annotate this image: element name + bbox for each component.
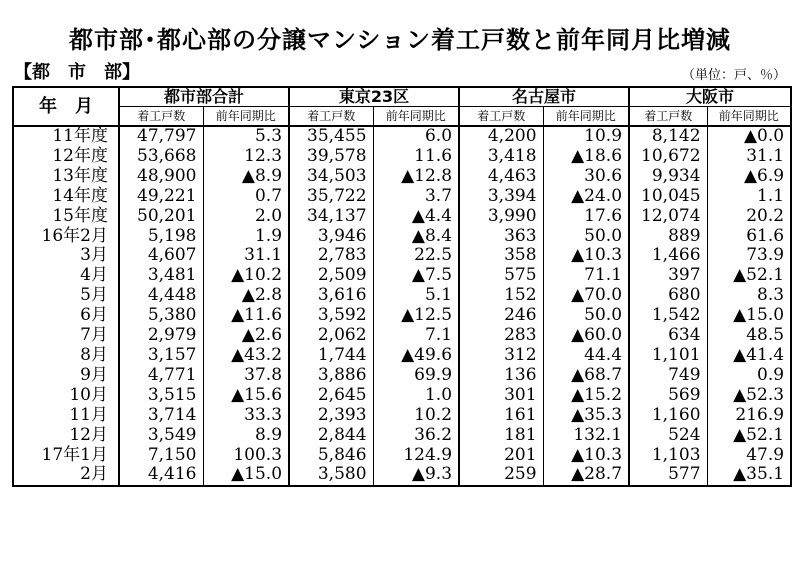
cell-yoy-osaka: ▲0.0	[707, 126, 791, 147]
cell-starts-osaka: 8,142	[629, 126, 707, 147]
row-label: 11年度	[13, 126, 119, 147]
cell-starts-osaka: 1,542	[629, 306, 707, 326]
cell-yoy-osaka: ▲52.1	[707, 266, 791, 286]
cell-yoy-total: ▲2.6	[203, 326, 289, 346]
cell-starts-nagoya: 181	[459, 426, 543, 446]
table-row	[13, 306, 791, 326]
table-row	[13, 346, 791, 366]
table-row	[13, 227, 791, 247]
cell-yoy-osaka: 0.9	[707, 366, 791, 386]
cell-yoy-nagoya: ▲35.3	[543, 406, 629, 426]
cell-starts-nagoya: 201	[459, 446, 543, 466]
cell-yoy-total: 12.3	[203, 147, 289, 167]
cell-yoy-nagoya: 50.0	[543, 227, 629, 247]
section-label: 【都 市 部】	[14, 62, 140, 83]
cell-starts-total: 4,607	[147, 245, 197, 266]
cell-starts-osaka: 524	[629, 426, 707, 446]
cell-yoy-total: 1.9	[203, 227, 289, 247]
cell-yoy-osaka: 73.9	[707, 246, 791, 266]
cell-starts-osaka: 1,101	[629, 346, 707, 366]
table-row	[13, 465, 791, 486]
cell-yoy-tokyo: 10.2	[373, 406, 459, 426]
sub-header-starts: 着工戸数	[459, 107, 543, 127]
cell-yoy-nagoya: 10.9	[543, 126, 629, 147]
sub-header-yoy: 前年同期比	[543, 107, 629, 127]
cell-yoy-nagoya: 17.6	[543, 207, 629, 227]
cell-starts-nagoya: 4,463	[459, 167, 543, 187]
cell-starts-total: 2,979	[147, 325, 197, 346]
cell-yoy-total: ▲15.0	[203, 465, 289, 486]
table-row	[13, 366, 791, 386]
table-row	[13, 266, 791, 286]
cell-starts-tokyo: 2,645	[289, 386, 373, 406]
row-label: 14年度	[13, 187, 119, 207]
cell-starts-tokyo: 34,503	[289, 167, 373, 187]
cell-yoy-total: 37.8	[203, 366, 289, 386]
table-row	[13, 167, 791, 187]
row-label: 6月	[13, 306, 119, 326]
cell-yoy-tokyo: ▲7.5	[373, 266, 459, 286]
cell-starts-total: 3,515	[147, 384, 197, 405]
cell-starts-total: 4,416	[147, 464, 197, 485]
cell-starts-osaka: 749	[629, 366, 707, 386]
cell-starts-osaka: 1,103	[629, 446, 707, 466]
cell-starts-osaka: 1,160	[629, 406, 707, 426]
row-label: 3月	[13, 246, 119, 266]
cell-starts-total: 49,221	[137, 185, 197, 206]
cell-yoy-nagoya: 132.1	[543, 426, 629, 446]
cell-starts-tokyo: 3,946	[289, 227, 373, 247]
table-row	[13, 246, 791, 266]
table-row	[13, 426, 791, 446]
row-label: 7月	[13, 326, 119, 346]
cell-yoy-tokyo: 1.0	[373, 386, 459, 406]
cell-yoy-osaka: 1.1	[707, 187, 791, 207]
cell-starts-tokyo: 1,744	[289, 346, 373, 366]
cell-starts-nagoya: 161	[459, 406, 543, 426]
cell-starts-nagoya: 136	[459, 366, 543, 386]
cell-starts-total: 50,201	[137, 205, 197, 226]
cell-starts-total: 47,797	[137, 126, 197, 146]
cell-starts-osaka: 889	[629, 227, 707, 247]
cell-starts-tokyo: 35,722	[289, 187, 373, 207]
cell-starts-osaka: 10,672	[629, 147, 707, 167]
cell-starts-total: 3,481	[147, 265, 197, 286]
sub-header-starts: 着工戸数	[289, 107, 373, 127]
row-label: 12年度	[13, 147, 119, 167]
cell-yoy-total: 100.3	[203, 446, 289, 466]
cell-starts-total: 5,198	[147, 225, 197, 246]
cell-starts-total: 3,157	[147, 344, 197, 365]
cell-yoy-osaka: ▲6.9	[707, 167, 791, 187]
table-row	[13, 386, 791, 406]
row-label: 16年2月	[13, 227, 119, 247]
cell-starts-tokyo: 3,592	[289, 306, 373, 326]
cell-yoy-total: ▲15.6	[203, 386, 289, 406]
cell-yoy-osaka: ▲35.1	[707, 465, 791, 486]
cell-yoy-nagoya: ▲10.3	[543, 246, 629, 266]
cell-yoy-osaka: 20.2	[707, 207, 791, 227]
cell-yoy-osaka: 8.3	[707, 286, 791, 306]
cell-yoy-tokyo: 6.0	[373, 126, 459, 147]
cell-yoy-tokyo: ▲9.3	[373, 465, 459, 486]
table-row	[13, 286, 791, 306]
cell-starts-osaka: 10,045	[629, 187, 707, 207]
cell-starts-nagoya: 283	[459, 326, 543, 346]
row-label: 4月	[13, 266, 119, 286]
cell-yoy-nagoya: 30.6	[543, 167, 629, 187]
cell-yoy-nagoya: ▲10.3	[543, 446, 629, 466]
row-label: 5月	[13, 286, 119, 306]
cell-yoy-tokyo: 5.1	[373, 286, 459, 306]
cell-starts-tokyo: 2,062	[289, 326, 373, 346]
cell-starts-total: 48,900	[137, 165, 197, 186]
cell-starts-tokyo: 3,580	[289, 465, 373, 486]
cell-starts-nagoya: 3,418	[459, 147, 543, 167]
table-row	[13, 126, 791, 147]
cell-yoy-osaka: ▲52.1	[707, 426, 791, 446]
cell-yoy-nagoya: ▲60.0	[543, 326, 629, 346]
cell-yoy-osaka: ▲52.3	[707, 386, 791, 406]
cell-starts-tokyo: 2,844	[289, 426, 373, 446]
cell-yoy-tokyo: 22.5	[373, 246, 459, 266]
cell-starts-osaka: 577	[629, 465, 707, 486]
cell-yoy-total: 0.7	[203, 187, 289, 207]
cell-yoy-nagoya: 50.0	[543, 306, 629, 326]
sub-header-starts: 着工戸数	[629, 107, 707, 127]
group-header-tokyo: 東京23区	[289, 87, 459, 107]
cell-yoy-tokyo: ▲12.5	[373, 306, 459, 326]
table-row	[13, 147, 791, 167]
cell-starts-total: 7,150	[147, 444, 197, 465]
cell-yoy-tokyo: 7.1	[373, 326, 459, 346]
table-row	[13, 446, 791, 466]
row-label: 8月	[13, 346, 119, 366]
row-label-header: 年 月	[13, 87, 119, 126]
cell-starts-osaka: 397	[629, 266, 707, 286]
cell-starts-osaka: 12,074	[629, 207, 707, 227]
cell-starts-nagoya: 246	[459, 306, 543, 326]
cell-yoy-total: 8.9	[203, 426, 289, 446]
cell-starts-nagoya: 4,200	[459, 126, 543, 147]
table-row	[13, 207, 791, 227]
cell-starts-nagoya: 259	[459, 465, 543, 486]
cell-yoy-total: 31.1	[203, 246, 289, 266]
cell-yoy-osaka: 61.6	[707, 227, 791, 247]
cell-starts-nagoya: 301	[459, 386, 543, 406]
cell-starts-osaka: 9,934	[629, 167, 707, 187]
cell-starts-nagoya: 3,990	[459, 207, 543, 227]
cell-yoy-total: ▲10.2	[203, 266, 289, 286]
cell-yoy-tokyo: ▲4.4	[373, 207, 459, 227]
sub-header-yoy: 前年同期比	[707, 107, 791, 127]
cell-starts-tokyo: 35,455	[289, 126, 373, 147]
cell-starts-tokyo: 2,783	[289, 246, 373, 266]
cell-yoy-total: ▲2.8	[203, 286, 289, 306]
cell-starts-total: 5,380	[147, 305, 197, 326]
cell-yoy-tokyo: 11.6	[373, 147, 459, 167]
cell-starts-nagoya: 3,394	[459, 187, 543, 207]
row-label: 12月	[13, 426, 119, 446]
cell-yoy-osaka: 48.5	[707, 326, 791, 346]
sub-header-yoy: 前年同期比	[373, 107, 459, 127]
cell-starts-nagoya: 575	[459, 266, 543, 286]
group-header-nagoya: 名古屋市	[459, 87, 629, 107]
cell-starts-osaka: 634	[629, 326, 707, 346]
cell-starts-total: 4,771	[147, 364, 197, 385]
cell-yoy-tokyo: 124.9	[373, 446, 459, 466]
cell-yoy-tokyo: 3.7	[373, 187, 459, 207]
cell-yoy-total: ▲43.2	[203, 346, 289, 366]
cell-yoy-total: 5.3	[203, 126, 289, 147]
cell-starts-total: 3,714	[147, 404, 197, 425]
cell-starts-nagoya: 152	[459, 286, 543, 306]
unit-note: （単位：戸、％）	[681, 68, 786, 83]
table-row	[13, 326, 791, 346]
cell-starts-nagoya: 358	[459, 246, 543, 266]
cell-yoy-total: ▲8.9	[203, 167, 289, 187]
cell-yoy-tokyo: 36.2	[373, 426, 459, 446]
cell-starts-nagoya: 312	[459, 346, 543, 366]
cell-starts-osaka: 1,466	[629, 246, 707, 266]
cell-yoy-osaka: 31.1	[707, 147, 791, 167]
row-label: 17年1月	[13, 446, 119, 466]
cell-yoy-total: ▲11.6	[203, 306, 289, 326]
row-label: 15年度	[13, 207, 119, 227]
cell-starts-tokyo: 2,509	[289, 266, 373, 286]
cell-yoy-tokyo: ▲12.8	[373, 167, 459, 187]
table-row	[13, 187, 791, 207]
cell-starts-total: 3,549	[147, 424, 197, 445]
cell-yoy-nagoya: ▲15.2	[543, 386, 629, 406]
cell-yoy-tokyo: ▲8.4	[373, 227, 459, 247]
cell-yoy-osaka: 216.9	[707, 406, 791, 426]
cell-yoy-nagoya: ▲70.0	[543, 286, 629, 306]
cell-yoy-total: 33.3	[203, 406, 289, 426]
cell-yoy-tokyo: ▲49.6	[373, 346, 459, 366]
data-table	[12, 86, 792, 487]
row-label: 2月	[13, 465, 119, 486]
cell-yoy-nagoya: ▲24.0	[543, 187, 629, 207]
row-label: 11月	[13, 406, 119, 426]
cell-yoy-total: 2.0	[203, 207, 289, 227]
cell-yoy-osaka: ▲15.0	[707, 306, 791, 326]
cell-starts-tokyo: 2,393	[289, 406, 373, 426]
cell-yoy-osaka: 47.9	[707, 446, 791, 466]
cell-starts-nagoya: 363	[459, 227, 543, 247]
cell-yoy-tokyo: 69.9	[373, 366, 459, 386]
cell-starts-tokyo: 3,886	[289, 366, 373, 386]
row-label: 9月	[13, 366, 119, 386]
cell-yoy-nagoya: ▲18.6	[543, 147, 629, 167]
cell-starts-tokyo: 3,616	[289, 286, 373, 306]
cell-starts-tokyo: 34,137	[289, 207, 373, 227]
cell-starts-tokyo: 39,578	[289, 147, 373, 167]
cell-yoy-nagoya: ▲28.7	[543, 465, 629, 486]
table-row	[13, 406, 791, 426]
cell-yoy-nagoya: 71.1	[543, 266, 629, 286]
cell-starts-osaka: 680	[629, 286, 707, 306]
sub-header-starts: 着工戸数	[137, 109, 186, 123]
cell-starts-total: 53,668	[137, 145, 197, 166]
cell-yoy-nagoya: 44.4	[543, 346, 629, 366]
cell-yoy-nagoya: ▲68.7	[543, 366, 629, 386]
sub-header-yoy: 前年同期比	[203, 107, 289, 127]
cell-starts-osaka: 569	[629, 386, 707, 406]
cell-yoy-osaka: ▲41.4	[707, 346, 791, 366]
group-header-total: 都市部合計	[119, 87, 289, 107]
cell-starts-tokyo: 5,846	[289, 446, 373, 466]
page-title: 都市部･都心部の分譲マンション着工戸数と前年同月比増減	[69, 26, 731, 54]
row-label: 10月	[13, 386, 119, 406]
group-header-osaka: 大阪市	[629, 87, 791, 107]
cell-starts-total: 4,448	[147, 285, 197, 306]
row-label: 13年度	[13, 167, 119, 187]
